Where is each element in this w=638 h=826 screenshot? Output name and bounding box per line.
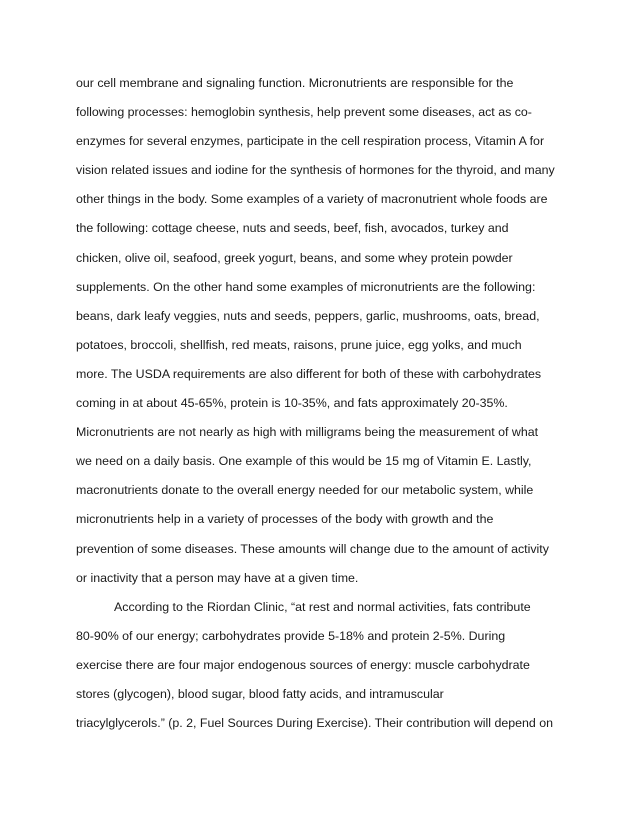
body-text xyxy=(76,69,566,738)
text-line: coming in at about 45-65%, protein is 10-35%, and fats approximately 20-35%. xyxy=(76,396,508,411)
text-line: more. The USDA requirements are also different for both of these with carbohydrates xyxy=(76,366,542,381)
text-line: chicken, olive oil, seafood, greek yogurt, beans, and some whey protein powder xyxy=(76,250,513,265)
text-line: Micronutrients are not nearly as high with milligrams being the measurement of what xyxy=(76,425,539,440)
text-line: stores (glycogen), blood sugar, blood fatty acids, and intramuscular xyxy=(76,686,444,701)
text-line: beans, dark leafy veggies, nuts and seeds, peppers, garlic, mushrooms, oats, bread, xyxy=(76,308,540,323)
text-line: following processes: hemoglobin synthesis, help prevent some diseases, act as co- xyxy=(76,105,532,120)
text-line: exercise there are four major endogenous sources of energy: muscle carbohydrate xyxy=(76,657,530,672)
text-line: micronutrients help in a variety of processes of the body with growth and the xyxy=(76,512,494,527)
text-line: triacylglycerols.” (p. 2, Fuel Sources During Exercise). Their contribution will depend on xyxy=(76,716,554,731)
text-line: potatoes, broccoli, shellfish, red meats, raisons, prune juice, egg yolks, and much xyxy=(76,337,522,352)
text-line: enzymes for several enzymes, participate in the cell respiration process, Vitamin A for xyxy=(76,134,545,149)
text-line: 80-90% of our energy; carbohydrates provide 5-18% and protein 2-5%. During xyxy=(76,628,506,643)
text-line: prevention of some diseases. These amounts will change due to the amount of activity xyxy=(76,541,549,556)
text-line: the following: cottage cheese, nuts and seeds, beef, fish, avocados, turkey and xyxy=(76,221,509,236)
text-line: or inactivity that a person may have at a given time. xyxy=(76,570,359,585)
text-line: macronutrients donate to the overall energy needed for our metabolic system, while xyxy=(76,483,534,498)
text-line: our cell membrane and signaling function. Micronutrients are responsible for the xyxy=(76,76,514,90)
paragraph-start-line: According to the Riordan Clinic, “at rest and normal activities, fats contribute xyxy=(114,599,531,614)
text-line: vision related issues and iodine for the synthesis of hormones for the thyroid, and many xyxy=(76,163,555,178)
text-line: other things in the body. Some examples of a variety of macronutrient whole foods are xyxy=(76,192,548,207)
text-line: we need on a daily basis. One example of this would be 15 mg of Vitamin E. Lastly, xyxy=(76,454,532,469)
text-line: supplements. On the other hand some examples of micronutrients are the following: xyxy=(76,279,536,294)
